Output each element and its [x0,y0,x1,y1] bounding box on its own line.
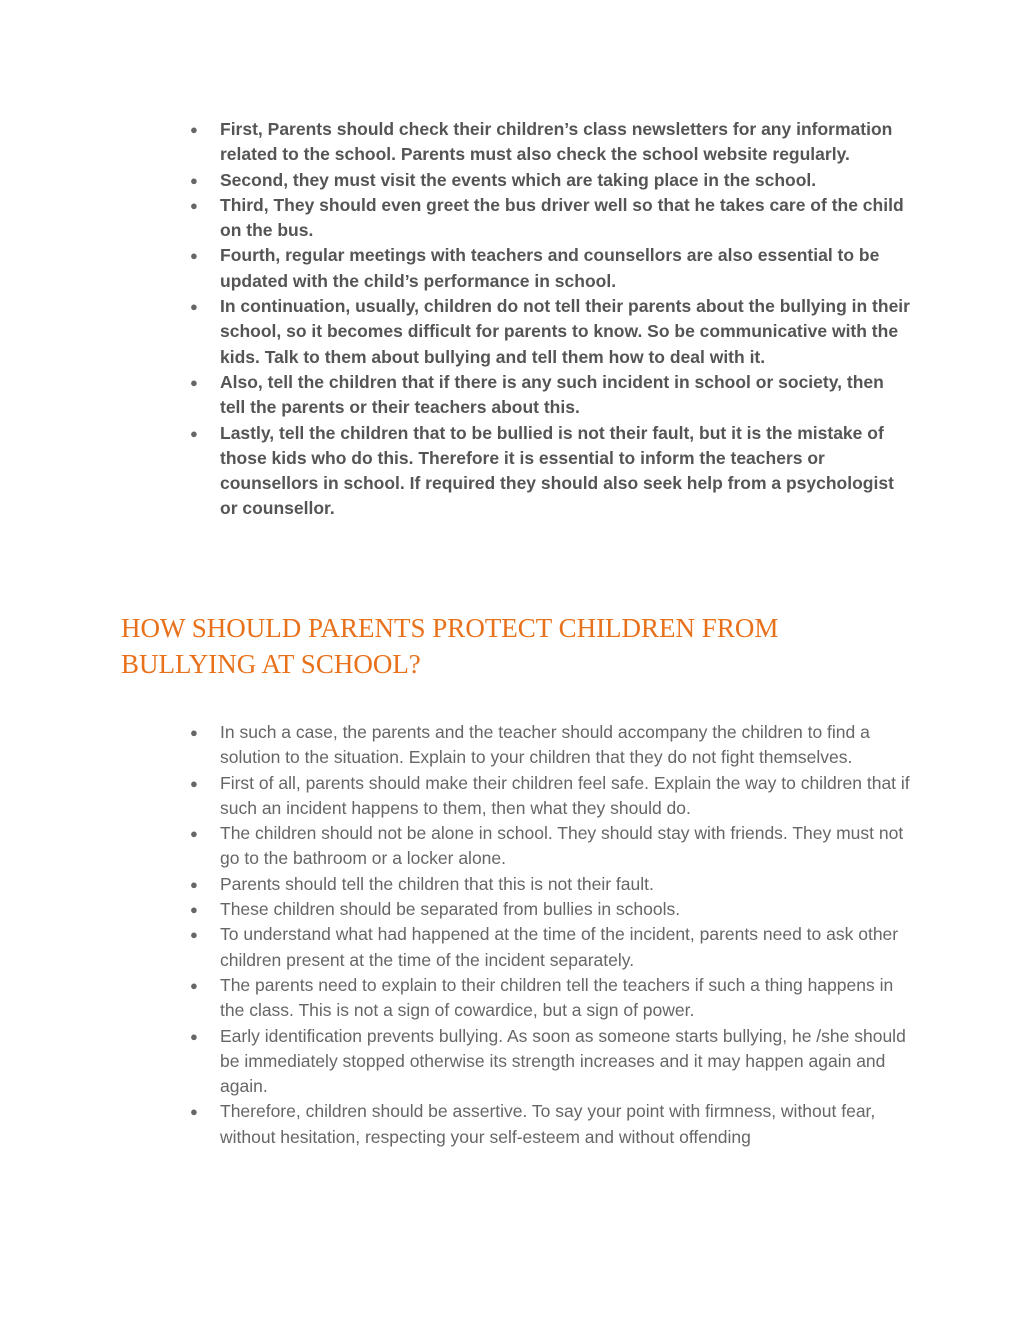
list-item-text: In such a case, the parents and the teacher should accompany the children to find a solution to the situation. Explain to your children that they do not fight themselves. [220,722,870,768]
list-item [190,720,910,771]
list-item [190,1024,910,1100]
list-item-text: The parents need to explain to their children tell the teachers if such a thing happens in the class. This is not a sign of cowardice, but a sign of power. [220,974,894,1021]
bullet-list-protection-tips [190,720,910,1150]
bullet-icon: ● [190,927,198,943]
bullet-icon: ● [190,248,198,264]
list-item-text: Second, they must visit the events which are taking place in the school. [220,169,817,190]
list-item [190,168,910,193]
bullet-icon: ● [190,425,198,441]
list-item [190,370,910,421]
list-item-text: To understand what had happened at the time of the incident, parents need to ask other children present at the time of the incident separately. [220,924,899,970]
list-item [190,821,910,872]
list-item [190,771,910,822]
list-item [190,117,910,168]
list-item-text: First, Parents should check their children’s class newsletters for any information related to the school. Parents must also check the school website regularly. [220,119,893,165]
bullet-icon: ● [190,826,198,842]
list-item [190,973,910,1024]
list-item-text: Parents should tell the children that this is not their fault. [220,873,654,894]
list-item [190,243,910,294]
bullet-icon: ● [190,902,198,918]
list-item [190,897,910,922]
bullet-icon: ● [190,977,198,993]
list-item-text: Early identification prevents bullying. As soon as someone starts bullying, he /she should be immediately stopped otherwise its strength increases and it may happen again and again. [220,1025,906,1097]
bullet-icon: ● [190,197,198,213]
list-item [190,922,910,973]
bullet-icon: ● [190,172,198,188]
list-item-text: First of all, parents should make their children feel safe. Explain the way to children that if such an incident happens to them, then what they should do. [220,772,910,818]
list-item-text: Also, tell the children that if there is any such incident in school or society, then tell the parents or their teachers about this. [220,371,884,418]
list-item [190,193,910,244]
list-item-text: These children should be separated from bullies in schools. [220,899,681,920]
list-item [190,294,910,370]
list-item [190,872,910,897]
list-item [190,421,910,522]
list-item-text: Therefore, children should be assertive. To say your point with firmness, without fear, without hesitation, respecting your self-esteem and without offending [220,1101,876,1147]
section-heading: HOW SHOULD PARENTS PROTECT CHILDREN FROM BULLYING AT SCHOOL? [121,613,779,679]
bullet-icon: ● [190,299,198,315]
bullet-icon: ● [190,725,198,740]
list-item-text: The children should not be alone in school. They should stay with friends. They must not go to the bathroom or a locker alone. [220,823,904,869]
bullet-icon: ● [190,775,198,791]
list-item-text: Lastly, tell the children that to be bullied is not their fault, but it is the mistake of those kids who do this. Therefore it is essential to inform the teachers or counsellors in school. If required they should also seek help from a psychologist or counsellor. [220,422,894,519]
bullet-icon: ● [190,876,198,892]
list-item-text: In continuation, usually, children do not tell their parents about the bullying in their school, so it becomes difficult for parents to know. So be communicative with the kids. Talk to them about bullying and tell them how to deal with it. [220,296,910,367]
bullet-icon: ● [190,374,198,390]
bullet-icon: ● [190,122,198,137]
list-item-text: Fourth, regular meetings with teachers and counsellors are also essential to be updated with the child’s performance in school. [220,245,880,291]
list-item [190,1099,910,1150]
list-item-text: Third, They should even greet the bus driver well so that he takes care of the child on the bus. [220,194,904,241]
bullet-icon: ● [190,1104,198,1120]
bullet-list-parent-involvement [190,117,910,522]
bullet-icon: ● [190,1028,198,1044]
